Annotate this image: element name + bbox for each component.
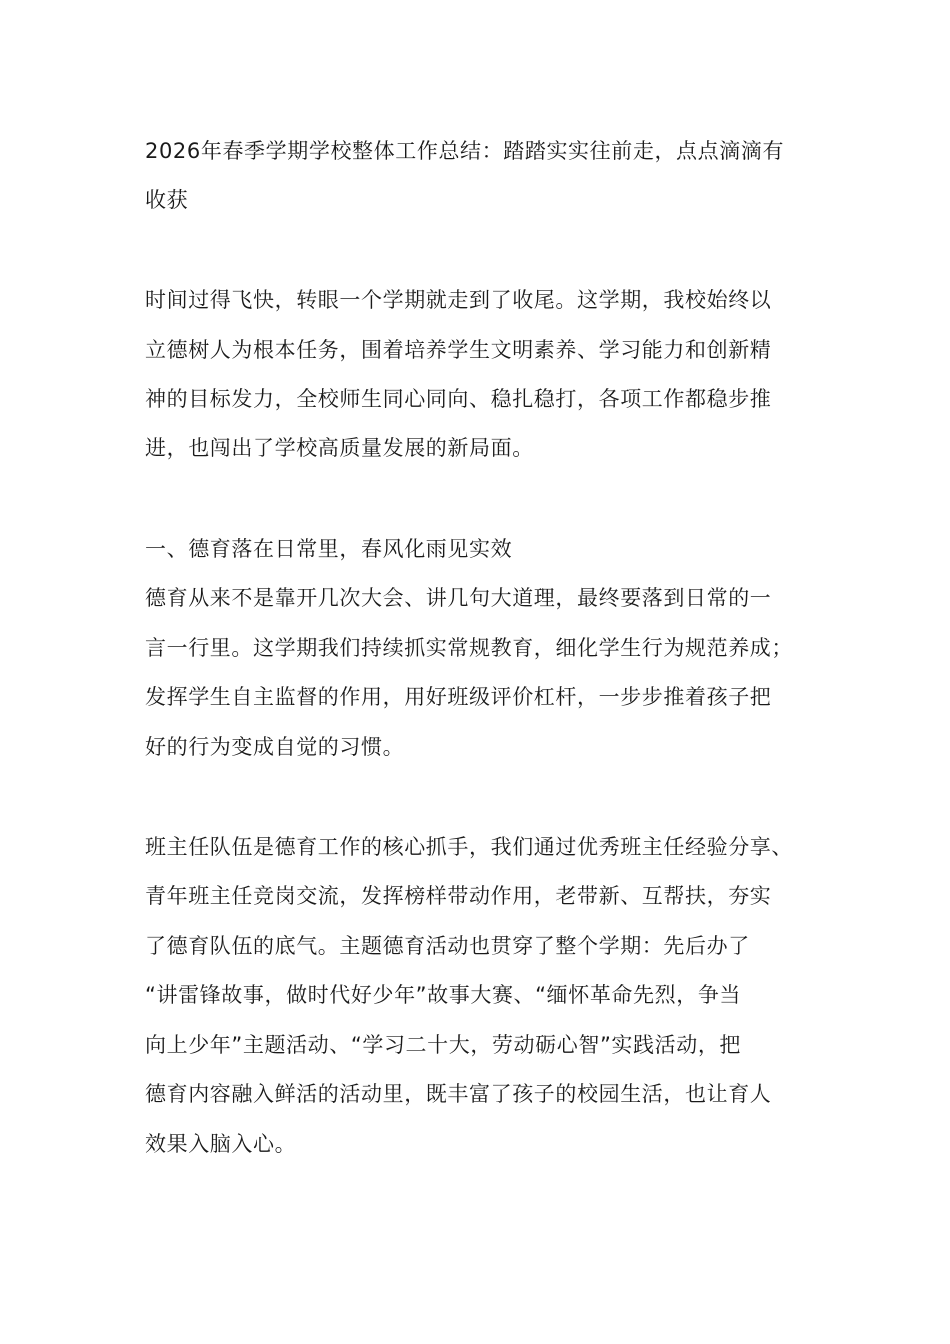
section1-para2-line-6: 德育内容融入鲜活的活动里，既丰富了孩子的校园生活，也让育人: [145, 1082, 772, 1106]
section1-para2-line-1: 班主任队伍是德育工作的核心抓手，我们通过优秀班主任经验分享、: [145, 835, 793, 859]
intro-line-2: 立德树人为根本任务，围着培养学生文明素养、学习能力和创新精: [145, 338, 772, 362]
section1-para2-line-5: 向上少年”主题活动、“学习二十大，劳动砺心智”实践活动，把: [145, 1033, 742, 1057]
section1-para2-line-2: 青年班主任竞岗交流，发挥榜样带动作用，老带新、互帮扶，夯实: [145, 884, 772, 908]
section1-para1-line-2: 言一行里。这学期我们持续抓实常规教育，细化学生行为规范养成；: [145, 636, 793, 660]
section1-para2-line-7: 效果入脑入心。: [145, 1132, 297, 1156]
section1-para2-line-3: 了德育队伍的底气。主题德育活动也贯穿了整个学期：先后办了: [145, 934, 750, 958]
intro-line-3: 神的目标发力，全校师生同心同向、稳扎稳打，各项工作都稳步推: [145, 387, 772, 411]
document-title-line-2: 收获: [145, 188, 189, 212]
document-title-line-1: 2026年春季学期学校整体工作总结：踏踏实实往前走，点点滴滴有: [145, 139, 785, 163]
intro-line-4: 进，也闯出了学校高质量发展的新局面。: [145, 436, 534, 460]
section1-para1-line-1: 德育从来不是靠开几次大会、讲几句大道理，最终要落到日常的一: [145, 586, 772, 610]
intro-line-1: 时间过得飞快，转眼一个学期就走到了收尾。这学期，我校始终以: [145, 288, 772, 312]
section1-para1-line-4: 好的行为变成自觉的习惯。: [145, 735, 405, 759]
section1-para2-line-4: “讲雷锋故事，做时代好少年”故事大赛、“缅怀革命先烈，争当: [145, 983, 742, 1007]
section1-para1-line-3: 发挥学生自主监督的作用，用好班级评价杠杆，一步步推着孩子把: [145, 685, 772, 709]
section-heading: 一、德育落在日常里，春风化雨见实效: [145, 537, 513, 561]
